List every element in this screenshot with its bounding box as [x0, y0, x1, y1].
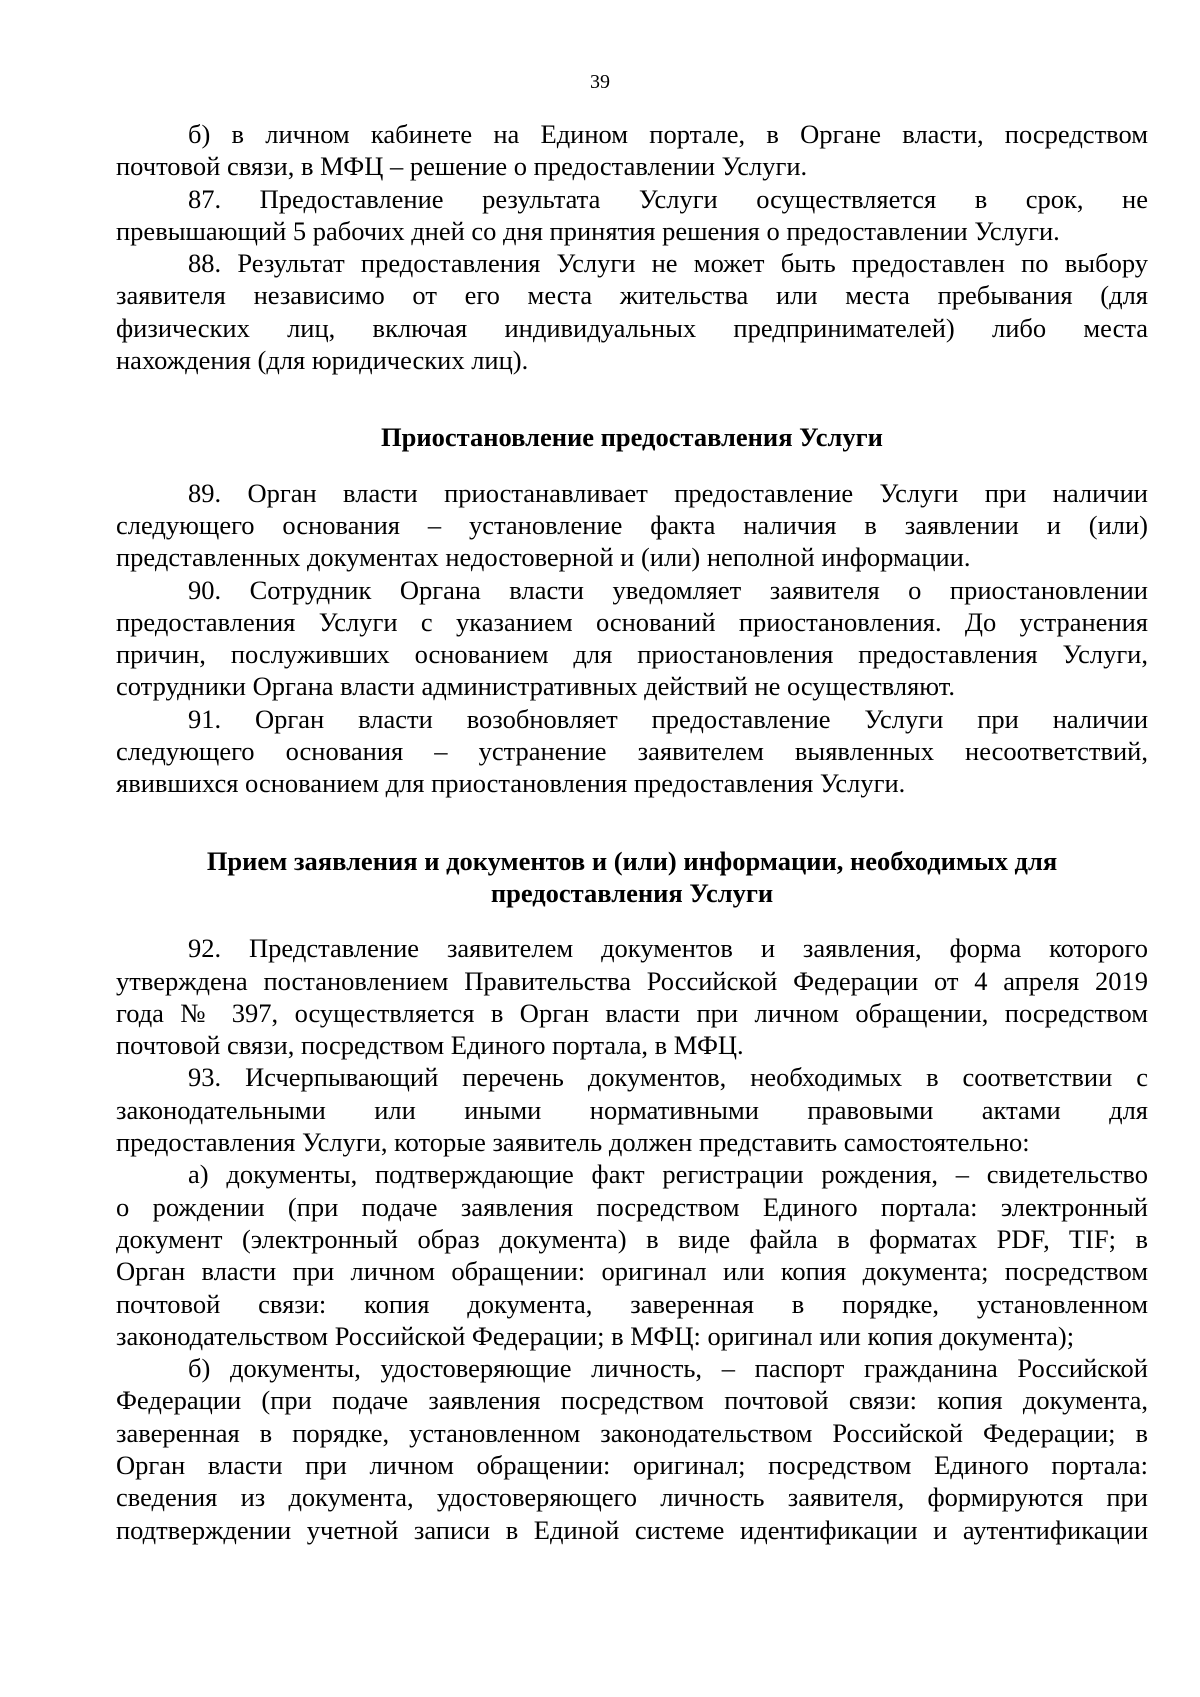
- paragraph-first-line: б) документы, удостоверяющие личность, – паспорт гражданина Российской: [188, 1353, 1148, 1384]
- paragraph-line: утверждена постановлением Правительства Российской Федерации от 4 апреля 2019: [116, 965, 1148, 996]
- section-spacer: [116, 454, 1148, 477]
- paragraph-line: законодательством Российской Федерации; в МФЦ: оригинал или копия документа);: [116, 1320, 1075, 1351]
- document-body: [116, 118, 1148, 1546]
- section-spacer: [116, 376, 1148, 421]
- paragraph-line: нахождения (для юридических лиц).: [116, 345, 529, 376]
- paragraph-line: Федерации (при подаче заявления посредством почтовой связи: копия документа,: [116, 1385, 1148, 1416]
- paragraph-first-line: 90. Сотрудник Органа власти уведомляет заявителя о приостановлении: [188, 574, 1148, 605]
- paragraph-line: почтовой связи: копия документа, заверенная в порядке, установленном: [116, 1288, 1148, 1319]
- paragraph-first-line: б) в личном кабинете на Едином портале, в Органе власти, посредством: [188, 119, 1148, 149]
- section-heading: Прием заявления и документов и (или) информации, необходимых для: [206, 845, 1058, 876]
- paragraph-line: сведения из документа, удостоверяющего личность заявителя, формируются при: [116, 1482, 1148, 1513]
- paragraph-line: следующего основания – устранение заявителем выявленных несоответствий,: [116, 736, 1148, 767]
- paragraph-first-line: 92. Представление заявителем документов и заявления, форма которого: [188, 933, 1148, 964]
- paragraph-line: почтовой связи, посредством Единого портала, в МФЦ.: [116, 1030, 744, 1061]
- paragraph-line: почтовой связи, в МФЦ – решение о предоставлении Услуги.: [116, 151, 808, 182]
- paragraph-line: предоставления Услуги с указанием оснований приостановления. До устранения: [116, 606, 1148, 637]
- paragraph-first-line: 88. Результат предоставления Услуги не может быть предоставлен по выбору: [188, 248, 1148, 279]
- paragraph-first-line: 93. Исчерпывающий перечень документов, необходимых в соответствии с: [188, 1062, 1148, 1093]
- paragraph-line: предоставления Услуги, которые заявитель должен представить самостоятельно:: [116, 1127, 1030, 1158]
- paragraph-line: подтверждении учетной записи в Единой системе идентификации и аутентификации: [116, 1514, 1148, 1545]
- paragraph-first-line: а) документы, подтверждающие факт регистрации рождения, – свидетельство: [188, 1159, 1148, 1190]
- section-spacer: [116, 909, 1148, 932]
- paragraph-line: года № 397, осуществляется в Орган власти при личном обращении, посредством: [116, 997, 1148, 1028]
- page-number: 39: [590, 71, 610, 93]
- paragraph-line: физических лиц, включая индивидуальных предпринимателей) либо места: [116, 312, 1148, 343]
- paragraph-line: превышающий 5 рабочих дней со дня принятия решения о предоставлении Услуги.: [116, 215, 1060, 246]
- paragraph-line: о рождении (при подаче заявления посредством Единого портала: электронный: [116, 1191, 1148, 1222]
- paragraph-line: заявителя независимо от его места жительства или места пребывания (для: [116, 280, 1148, 311]
- paragraph-line: следующего основания – установление факта наличия в заявлении и (или): [116, 509, 1148, 540]
- paragraph-line: представленных документах недостоверной и (или) неполной информации.: [116, 542, 971, 573]
- paragraph-first-line: 89. Орган власти приостанавливает предоставление Услуги при наличии: [188, 477, 1148, 508]
- paragraph-line: Орган власти при личном обращении: оригинал или копия документа; посредством: [116, 1256, 1148, 1287]
- section-heading: Приостановление предоставления Услуги: [381, 422, 883, 453]
- paragraph-line: явившихся основанием для приостановления предоставления Услуги.: [116, 768, 906, 799]
- paragraph-line: документ (электронный образ документа) в виде файла в форматах PDF, TIF; в: [116, 1223, 1148, 1254]
- section-spacer: [116, 800, 1148, 845]
- paragraph-line: сотрудники Органа власти административных действий не осуществляют.: [116, 671, 955, 702]
- paragraph-first-line: 87. Предоставление результата Услуги осуществляется в срок, не: [188, 183, 1148, 214]
- section-heading: предоставления Услуги: [490, 877, 774, 908]
- paragraph-line: Орган власти при личном обращении: оригинал; посредством Единого портала:: [116, 1449, 1148, 1480]
- paragraph-line: заверенная в порядке, установленном законодательством Российской Федерации; в: [116, 1417, 1148, 1448]
- paragraph-line: причин, послуживших основанием для приостановления предоставления Услуги,: [116, 639, 1148, 670]
- paragraph-first-line: 91. Орган власти возобновляет предоставление Услуги при наличии: [188, 703, 1148, 734]
- paragraph-line: законодательными или иными нормативными правовыми актами для: [116, 1094, 1148, 1125]
